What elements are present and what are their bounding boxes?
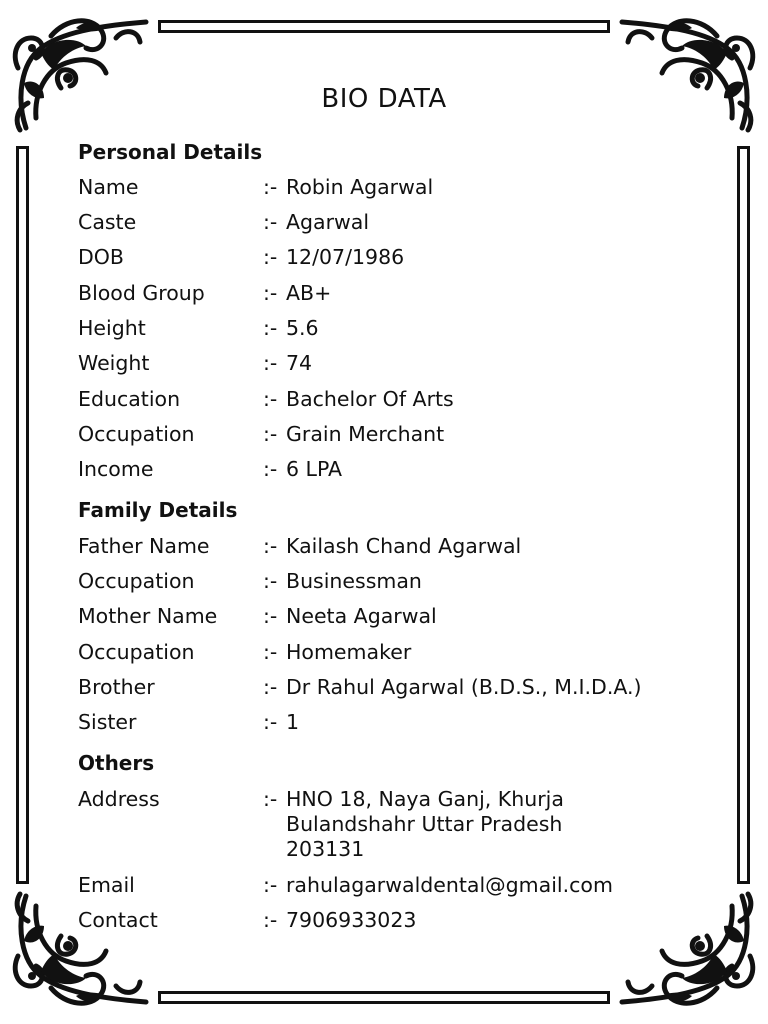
row-separator: :- [263, 908, 278, 932]
corner-ornament-icon [612, 886, 762, 1016]
detail-row [78, 281, 718, 311]
row-separator: :- [263, 457, 278, 481]
row-value: Bachelor Of Arts [286, 387, 454, 411]
row-separator: :- [263, 281, 278, 305]
detail-row [78, 908, 718, 938]
detail-row [78, 534, 718, 564]
row-value: Neeta Agarwal [286, 604, 437, 628]
row-label: Occupation [78, 569, 195, 593]
row-value: Businessman [286, 569, 422, 593]
section-heading-personal: Personal Details [78, 140, 263, 164]
detail-row [78, 457, 718, 487]
detail-row [78, 569, 718, 599]
row-label: Sister [78, 710, 137, 734]
row-separator: :- [263, 873, 278, 897]
detail-row [78, 640, 718, 670]
row-separator: :- [263, 787, 278, 811]
row-value: Agarwal [286, 210, 370, 234]
detail-row [78, 675, 718, 705]
row-separator: :- [263, 422, 278, 446]
detail-row [78, 351, 718, 381]
row-separator: :- [263, 675, 278, 699]
row-label: Weight [78, 351, 150, 375]
row-value: Robin Agarwal [286, 175, 434, 199]
detail-row [78, 316, 718, 346]
row-separator: :- [263, 316, 278, 340]
row-value: Homemaker [286, 640, 412, 664]
contact-value: 7906933023 [286, 908, 417, 932]
corner-ornament-icon [612, 8, 762, 138]
detail-row [78, 245, 718, 275]
detail-row [78, 873, 718, 903]
row-label: Education [78, 387, 181, 411]
row-label: Email [78, 873, 135, 897]
row-value: 74 [286, 351, 313, 375]
row-label: Brother [78, 675, 155, 699]
address-line: Bulandshahr Uttar Pradesh [286, 812, 563, 836]
section-heading-family: Family Details [78, 498, 238, 522]
corner-ornament-icon [6, 8, 156, 138]
row-value: 12/07/1986 [286, 245, 405, 269]
row-label: Income [78, 457, 154, 481]
row-label: Father Name [78, 534, 210, 558]
row-label: DOB [78, 245, 124, 269]
corner-ornament-icon [6, 886, 156, 1016]
detail-row [78, 710, 718, 740]
border-top [158, 20, 610, 33]
row-value: 5.6 [286, 316, 319, 340]
detail-row [78, 422, 718, 452]
row-value: 6 LPA [286, 457, 343, 481]
row-label: Caste [78, 210, 137, 234]
row-label: Occupation [78, 640, 195, 664]
row-separator: :- [263, 387, 278, 411]
row-separator: :- [263, 569, 278, 593]
row-separator: :- [263, 175, 278, 199]
row-value: Kailash Chand Agarwal [286, 534, 522, 558]
row-label: Name [78, 175, 139, 199]
detail-row [78, 387, 718, 417]
row-label: Mother Name [78, 604, 218, 628]
detail-row [78, 175, 718, 205]
email-value: rahulagarwaldental@gmail.com [286, 873, 613, 897]
detail-row [78, 604, 718, 634]
section-heading-others: Others [78, 751, 155, 775]
address-line: 203131 [286, 837, 365, 861]
address-line: HNO 18, Naya Ganj, Khurja [286, 787, 564, 811]
border-right [737, 146, 750, 884]
row-value: AB+ [286, 281, 332, 305]
row-label: Occupation [78, 422, 195, 446]
row-separator: :- [263, 710, 278, 734]
border-bottom [158, 991, 610, 1004]
page-title: BIO DATA [321, 84, 447, 114]
row-separator: :- [263, 640, 278, 664]
border-left [16, 146, 29, 884]
detail-row-address [78, 787, 718, 867]
detail-row [78, 210, 718, 240]
row-value: Dr Rahul Agarwal (B.D.S., M.I.D.A.) [286, 675, 642, 699]
row-separator: :- [263, 210, 278, 234]
row-label: Contact [78, 908, 158, 932]
row-separator: :- [263, 245, 278, 269]
row-value: Grain Merchant [286, 422, 445, 446]
row-label: Blood Group [78, 281, 205, 305]
row-separator: :- [263, 351, 278, 375]
row-label: Address [78, 787, 160, 811]
row-separator: :- [263, 534, 278, 558]
row-label: Height [78, 316, 146, 340]
row-separator: :- [263, 604, 278, 628]
row-value: 1 [286, 710, 300, 734]
